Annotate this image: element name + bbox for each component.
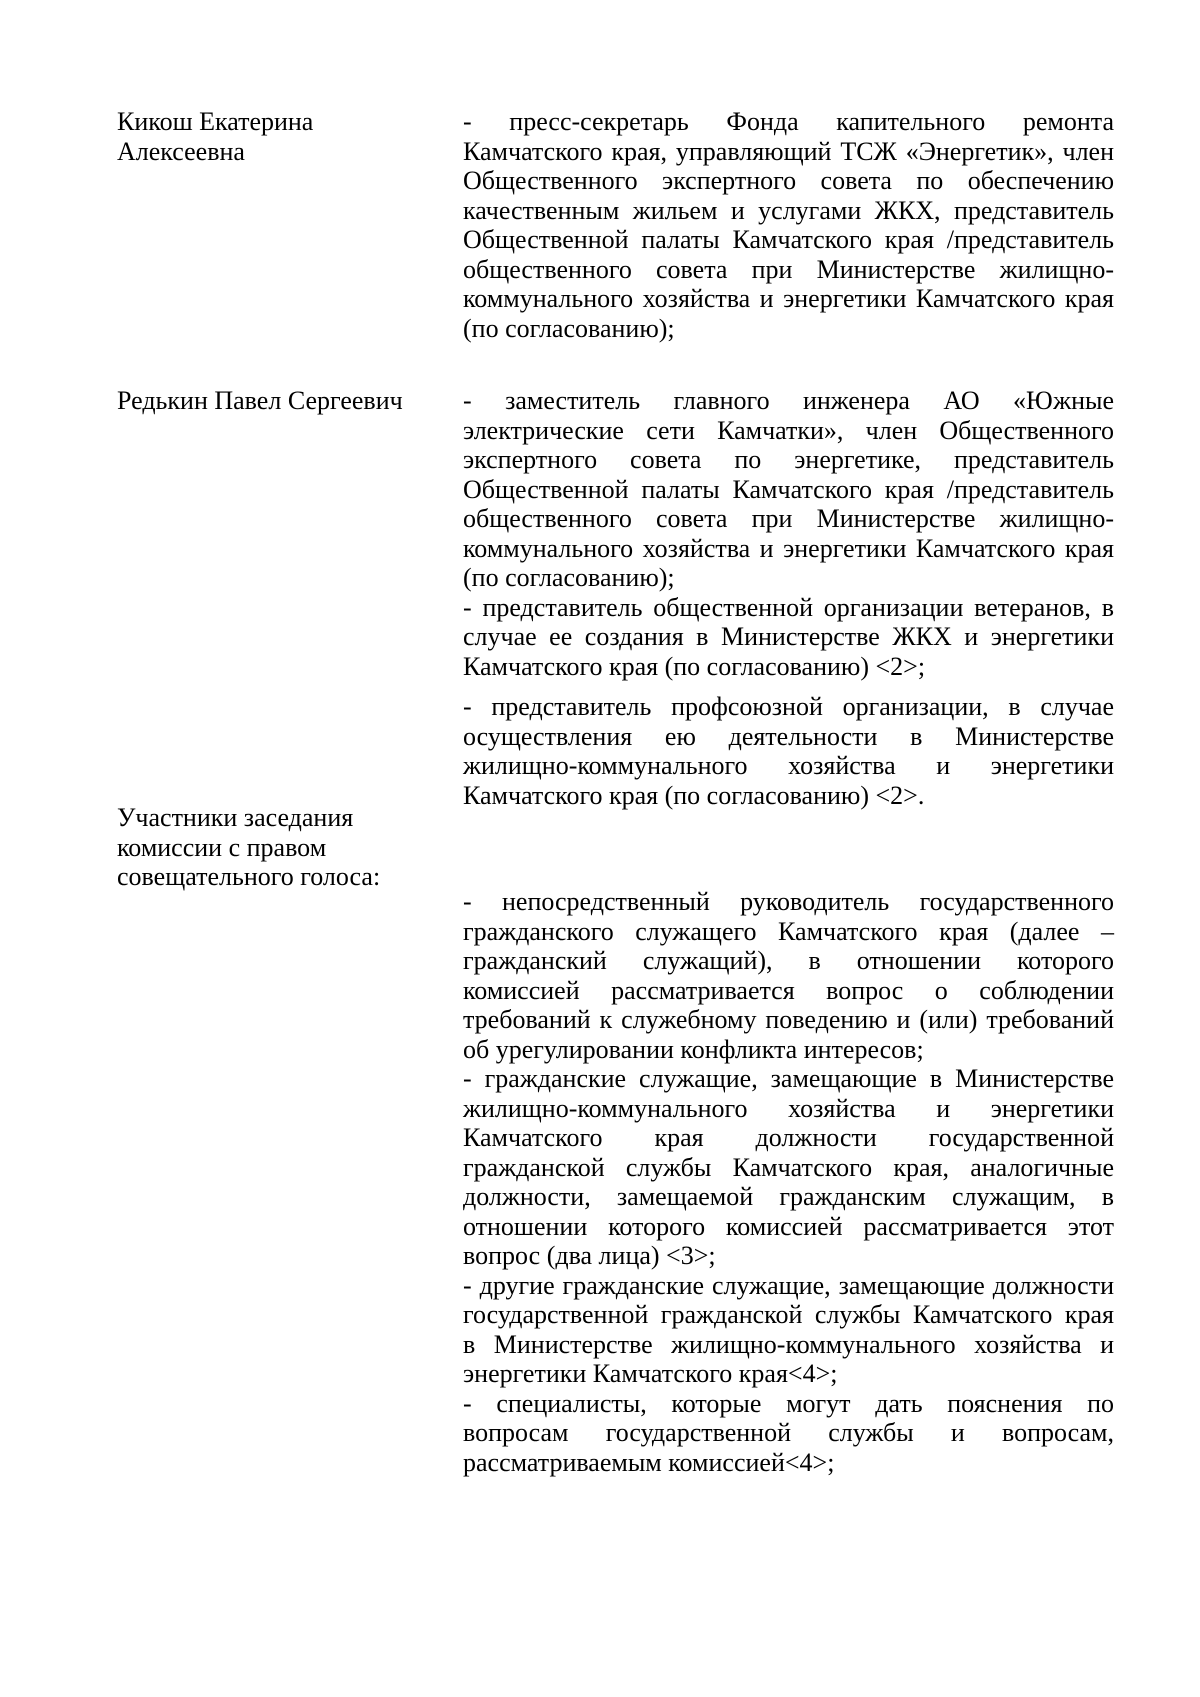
text-line: Камчатского края, управляющий ТСЖ «Энергетик», член bbox=[463, 136, 1114, 166]
text-line: Камчатского края должности государственной bbox=[463, 1123, 1114, 1152]
text-line: Камчатского края (по согласованию) <2>. bbox=[463, 780, 925, 810]
member-description bbox=[463, 107, 1114, 343]
member-name bbox=[117, 107, 417, 166]
text-line: гражданский служащий), в отношении которого bbox=[463, 946, 1114, 975]
text-line: государственной гражданской службы Камчатского края bbox=[463, 1300, 1114, 1329]
text-line: - непосредственный руководитель государственного bbox=[463, 887, 1114, 916]
member-name-text: Редькин Павел Сергеевич bbox=[117, 386, 403, 415]
text-line: Камчатского края (по согласованию) <2>; bbox=[463, 651, 926, 681]
text-line: - представитель профсоюзной организации, в случае bbox=[463, 692, 1114, 721]
text-line: отношении которого комиссией рассматривается этот bbox=[463, 1211, 1114, 1241]
text-line: электрические сети Камчатки», член Общественного bbox=[463, 415, 1114, 445]
text-line: общественного совета при Министерстве жилищно- bbox=[463, 254, 1114, 284]
text-line: энергетики Камчатского края<4>; bbox=[463, 1359, 838, 1388]
text-line: комиссией рассматривается вопрос о соблюдении bbox=[463, 975, 1114, 1005]
text-line: в Министерстве жилищно-коммунального хозяйства и bbox=[463, 1329, 1114, 1359]
text-line: общественного совета при Министерстве жилищно- bbox=[463, 504, 1114, 533]
text-line: (по согласованию); bbox=[463, 563, 675, 592]
member-name-text: Кикош Екатерина Алексеевна bbox=[117, 107, 314, 166]
text-line: должности, замещаемой гражданским служащим, в bbox=[463, 1182, 1114, 1211]
text-line: Общественного экспертного совета по обеспечению bbox=[463, 166, 1114, 195]
text-line: жилищно-коммунального хозяйства и энергетики bbox=[463, 1093, 1114, 1123]
text-line: вопрос (два лица) <3>; bbox=[463, 1241, 716, 1270]
heading-line: комиссии с правом bbox=[117, 832, 327, 862]
union-representative bbox=[463, 692, 1114, 810]
member-description bbox=[463, 386, 1114, 681]
participants-list bbox=[463, 887, 1114, 1477]
text-line: экспертного совета по энергетике, представитель bbox=[463, 445, 1114, 474]
text-line: (по согласованию); bbox=[463, 313, 675, 343]
heading-line: Участники заседания bbox=[117, 803, 354, 832]
text-line: требований к служебному поведению и (или) требований bbox=[463, 1005, 1114, 1034]
text-line: качественным жильем и услугами ЖКХ, представитель bbox=[463, 195, 1114, 225]
text-line: - пресс-секретарь Фонда капительного ремонта bbox=[463, 107, 1114, 136]
text-line: гражданской службы Камчатского края, аналогичные bbox=[463, 1152, 1114, 1182]
text-line: осуществления ею деятельности в Министерстве bbox=[463, 721, 1114, 751]
text-line: гражданского служащего Камчатского края (далее – bbox=[463, 916, 1114, 946]
text-line: коммунального хозяйства и энергетики Камчатского края bbox=[463, 284, 1114, 313]
text-line: - специалисты, которые могут дать пояснения по bbox=[463, 1388, 1114, 1418]
text-line: жилищно-коммунального хозяйства и энергетики bbox=[463, 751, 1114, 780]
text-line: - другие гражданские служащие, замещающие должности bbox=[463, 1270, 1114, 1300]
text-line: Общественной палаты Камчатского края /представитель bbox=[463, 225, 1114, 254]
participants-heading bbox=[117, 803, 417, 892]
text-line: об урегулировании конфликта интересов; bbox=[463, 1034, 924, 1064]
text-line: вопросам государственной службы и вопросам, bbox=[463, 1418, 1114, 1447]
heading-line: совещательного голоса: bbox=[117, 862, 381, 891]
text-line: рассматриваемым комиссией<4>; bbox=[463, 1447, 835, 1477]
text-line: - представитель общественной организации ветеранов, в bbox=[463, 592, 1114, 622]
member-name bbox=[117, 386, 417, 416]
text-line: - заместитель главного инженера АО «Южные bbox=[463, 386, 1114, 415]
text-line: коммунального хозяйства и энергетики Камчатского края bbox=[463, 533, 1114, 563]
text-line: случае ее создания в Министерстве ЖКХ и энергетики bbox=[463, 622, 1114, 651]
text-line: Общественной палаты Камчатского края /представитель bbox=[463, 474, 1114, 504]
text-line: - гражданские служащие, замещающие в Министерстве bbox=[463, 1064, 1114, 1093]
